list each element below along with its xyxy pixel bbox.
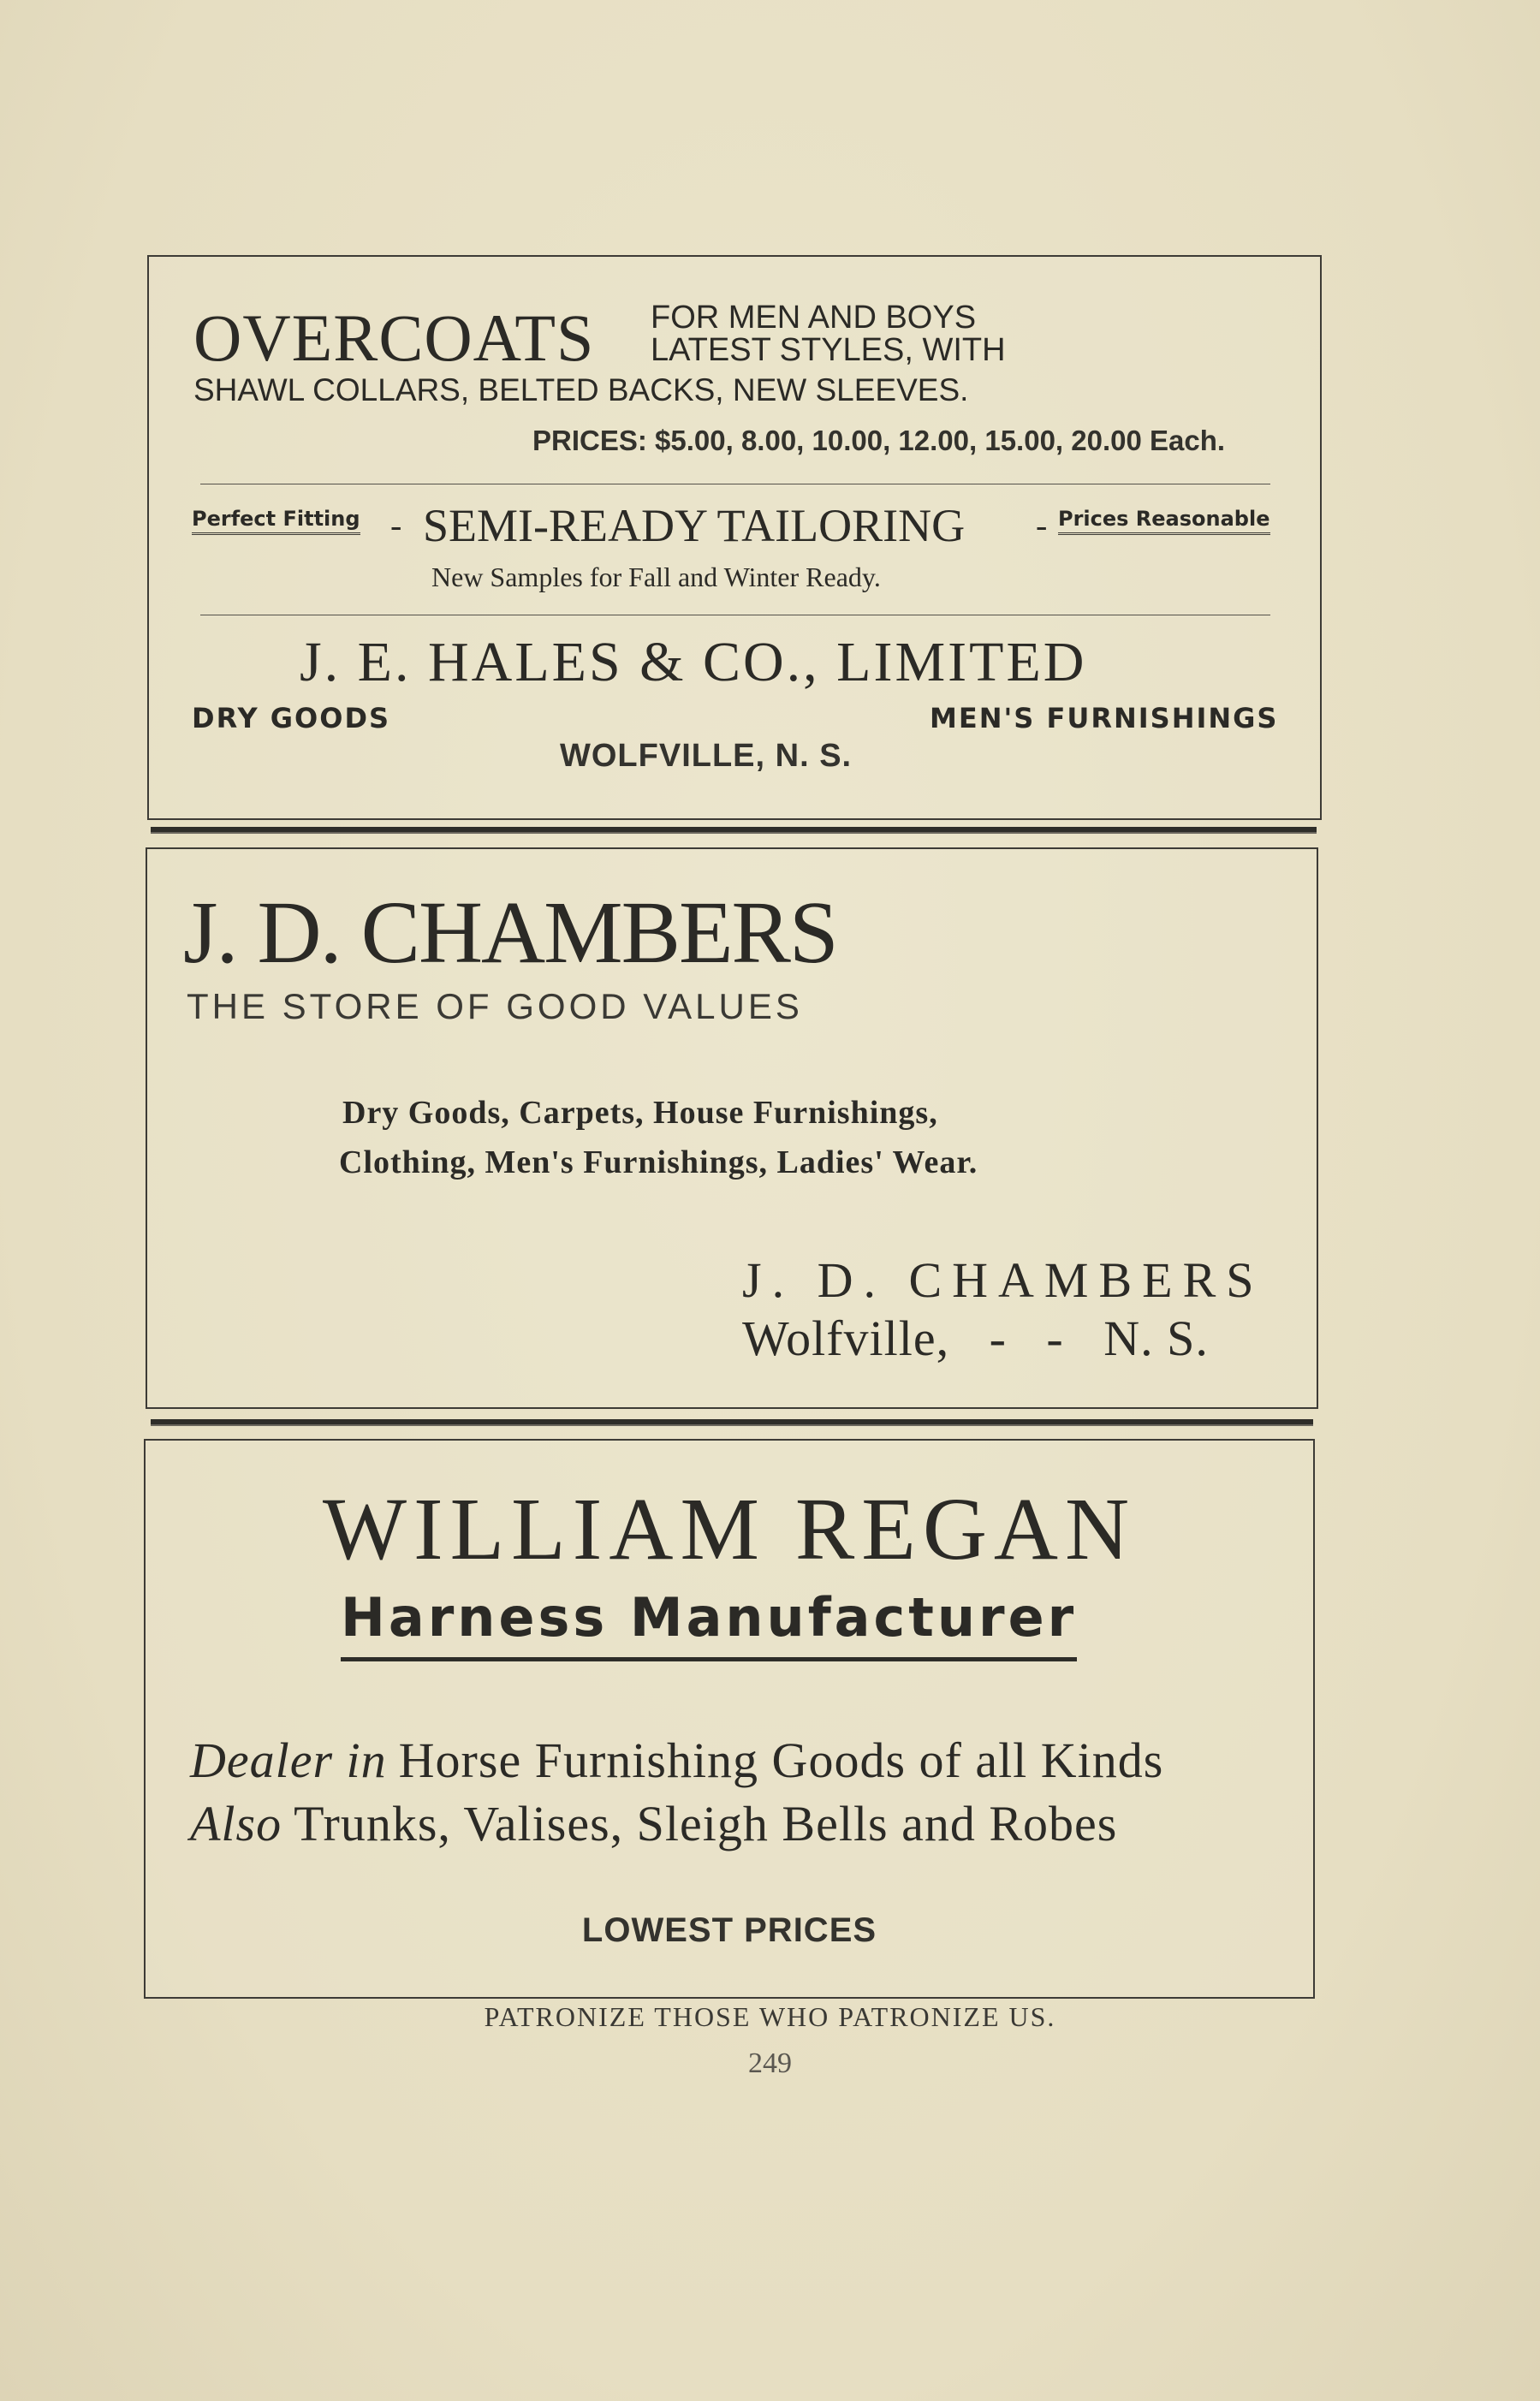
goods-line-2: Clothing, Men's Furnishings, Ladies' Wear.	[339, 1144, 978, 1180]
thick-rule	[151, 827, 1317, 834]
hales-advertisement	[147, 255, 1322, 820]
also-line	[190, 1795, 1117, 1852]
dry-goods-label: DRY GOODS	[192, 702, 391, 734]
thick-rule	[151, 1419, 1313, 1426]
chambers-advertisement	[146, 847, 1318, 1409]
company-name: J. E. HALES & CO., LIMITED	[300, 631, 1087, 693]
goods-line-1: Dry Goods, Carpets, House Furnishings,	[342, 1095, 938, 1131]
perfect-fitting-label: Perfect Fitting	[192, 507, 360, 535]
merchant-name: WILLIAM REGAN	[322, 1480, 1137, 1578]
mens-furnishings-label: MEN'S FURNISHINGS	[930, 702, 1279, 734]
dealer-line	[190, 1732, 1163, 1789]
prices-reasonable-label: Prices Reasonable	[1058, 507, 1270, 535]
overcoats-line-1: FOR MEN AND BOYS	[651, 300, 977, 336]
footer-slogan: PATRONIZE THOSE WHO PATRONIZE US.	[484, 2001, 1056, 2032]
semi-ready-heading: SEMI-READY TAILORING	[423, 500, 966, 551]
store-tagline: THE STORE OF GOOD VALUES	[187, 986, 803, 1026]
samples-text: New Samples for Fall and Winter Ready.	[431, 562, 881, 592]
dash-left: -	[390, 506, 402, 544]
page-number: 249	[748, 2047, 792, 2079]
overcoat-prices: PRICES: $5.00, 8.00, 10.00, 12.00, 15.00, 20.00 Each.	[532, 425, 1226, 456]
overcoats-line-2: LATEST STYLES, WITH	[651, 332, 1006, 368]
location-text: WOLFVILLE, N. S.	[560, 738, 853, 774]
dash-right: -	[1036, 506, 1048, 544]
dealer-word: Dealer in	[190, 1732, 387, 1788]
harness-manufacturer-title: Harness Manufacturer	[341, 1586, 1077, 1661]
signature-place: Wolfville, - - N. S.	[742, 1310, 1209, 1366]
overcoats-heading: OVERCOATS	[193, 300, 595, 375]
dealer-text: Horse Furnishing Goods of all Kinds	[398, 1732, 1164, 1788]
regan-advertisement	[144, 1439, 1315, 1999]
also-word: Also	[190, 1796, 282, 1851]
overcoats-line-3: SHAWL COLLARS, BELTED BACKS, NEW SLEEVES.	[193, 372, 969, 407]
also-text: Trunks, Valises, Sleigh Bells and Robes	[294, 1796, 1118, 1851]
signature-name: J. D. CHAMBERS	[742, 1252, 1264, 1308]
lowest-prices: LOWEST PRICES	[581, 1911, 877, 1949]
store-name: J. D. CHAMBERS	[183, 883, 837, 982]
